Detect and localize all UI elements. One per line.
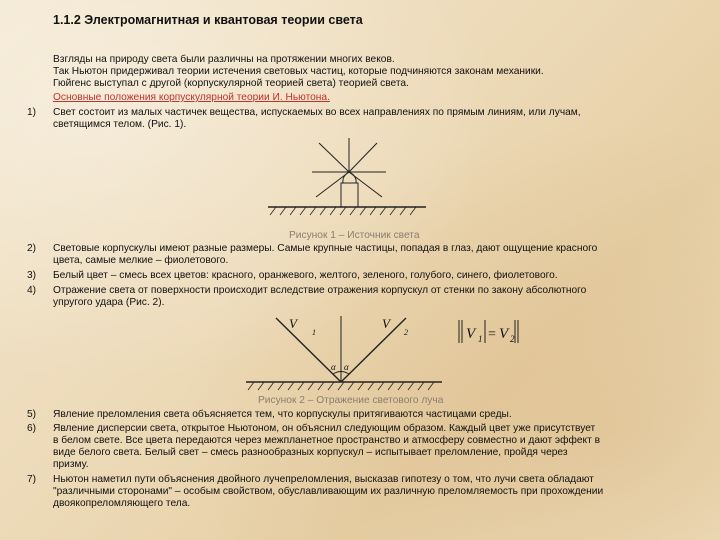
item-1-line-2: светящимся телом. (Рис. 1). bbox=[53, 119, 187, 130]
v1-label: V bbox=[289, 316, 297, 331]
alpha-right: α bbox=[344, 362, 349, 372]
item-7-line-1: Ньютон наметил пути объяснения двойного лучепреломления, высказав гипотезу о том, что лучи света обладают bbox=[53, 474, 594, 485]
intro-line-2: Так Ньютон придерживал теории истечения световых частиц, которые подчиняются законам механики. bbox=[53, 66, 544, 77]
item-6-line-4: призму. bbox=[53, 459, 89, 470]
item-3-number: 3) bbox=[27, 270, 37, 281]
svg-text:α bbox=[331, 362, 336, 372]
svg-text:1 bbox=[312, 328, 316, 337]
item-4-line-1: Отражение света от поверхности происходит вследствие отражения корпускул от стенки по закону абсолютного bbox=[53, 285, 587, 296]
v1-subscript: 1 bbox=[312, 328, 316, 337]
figure-1-caption: Рисунок 1 – Источник света bbox=[289, 230, 420, 241]
svg-text:V bbox=[289, 316, 299, 331]
svg-text:α bbox=[344, 362, 349, 372]
intro-line-3: Гюйгенс выступал с другой (корпускулярной теорией света) теорией света. bbox=[53, 78, 409, 89]
svg-text:V bbox=[382, 316, 392, 331]
item-7-line-2: "различными сторонами" – особым свойством, обуславливающим их различную преломляемость при прохождении bbox=[53, 486, 604, 497]
item-1-number: 1) bbox=[27, 107, 37, 118]
item-1-line-1: Свет состоит из малых частичек вещества, испускаемых во всех направлениях по прямым линиям, или лучам, bbox=[53, 107, 581, 118]
svg-text:V bbox=[466, 326, 477, 342]
item-6-line-2: в белом свете. Все цвета передаются через межпланетное пространство и атмосферу совместно и дают эффект в bbox=[53, 435, 601, 446]
formula-right-sub: 2 bbox=[510, 334, 515, 344]
item-6-number: 6) bbox=[27, 423, 37, 434]
svg-text:V bbox=[499, 326, 510, 342]
item-2-line-1: Световые корпускулы имеют разные размеры. Самые крупные частицы, попадая в глаз, дают ощущение красного bbox=[53, 243, 598, 254]
formula-left-sub: 1 bbox=[478, 334, 483, 344]
item-6-line-1: Явление дисперсии света, открытое Ньютоном, он объяснил следующим образом. Каждый цвет уже присутствует bbox=[53, 423, 596, 434]
v2-label: V bbox=[382, 316, 390, 331]
item-2-number: 2) bbox=[27, 243, 37, 254]
figure-2-caption: Рисунок 2 – Отражение светового луча bbox=[258, 395, 444, 406]
alpha-left: α bbox=[331, 362, 336, 372]
formula-right: V bbox=[499, 326, 509, 342]
svg-text:2 bbox=[510, 334, 515, 344]
principles-link[interactable]: Основные положения корпускулярной теории И. Ньютона. bbox=[53, 92, 330, 103]
svg-text:1 bbox=[478, 334, 483, 344]
svg-text:= bbox=[488, 327, 496, 342]
item-3-line-1: Белый цвет – смесь всех цветов: красного, оранжевого, желтого, зеленого, голубого, синего, фиолетового. bbox=[53, 270, 558, 281]
item-2-line-2: цвета, самые мелкие – фиолетового. bbox=[53, 255, 229, 266]
section-title: 1.1.2 Электромагнитная и квантовая теории света bbox=[53, 13, 363, 27]
item-5-number: 5) bbox=[27, 409, 37, 420]
formula-equals: = bbox=[488, 327, 496, 342]
item-7-line-3: двоякопреломляющего тела. bbox=[53, 498, 191, 509]
item-5-line-1: Явление преломления света объясняется тем, что корпускулы притягиваются частицами среды. bbox=[53, 409, 512, 420]
item-4-line-2: упругого удара (Рис. 2). bbox=[53, 297, 165, 308]
intro-line-1: Взгляды на природу света были различны на протяжении многих веков. bbox=[53, 54, 395, 65]
item-4-number: 4) bbox=[27, 285, 37, 296]
item-6-line-3: виде белого света. Белый свет – смесь разнообразных корпускул – испытывает преломление, пройдя через bbox=[53, 447, 568, 458]
v2-subscript: 2 bbox=[404, 328, 408, 337]
svg-text:2 bbox=[404, 328, 408, 337]
formula-left: V bbox=[466, 326, 476, 342]
item-7-number: 7) bbox=[27, 474, 37, 485]
